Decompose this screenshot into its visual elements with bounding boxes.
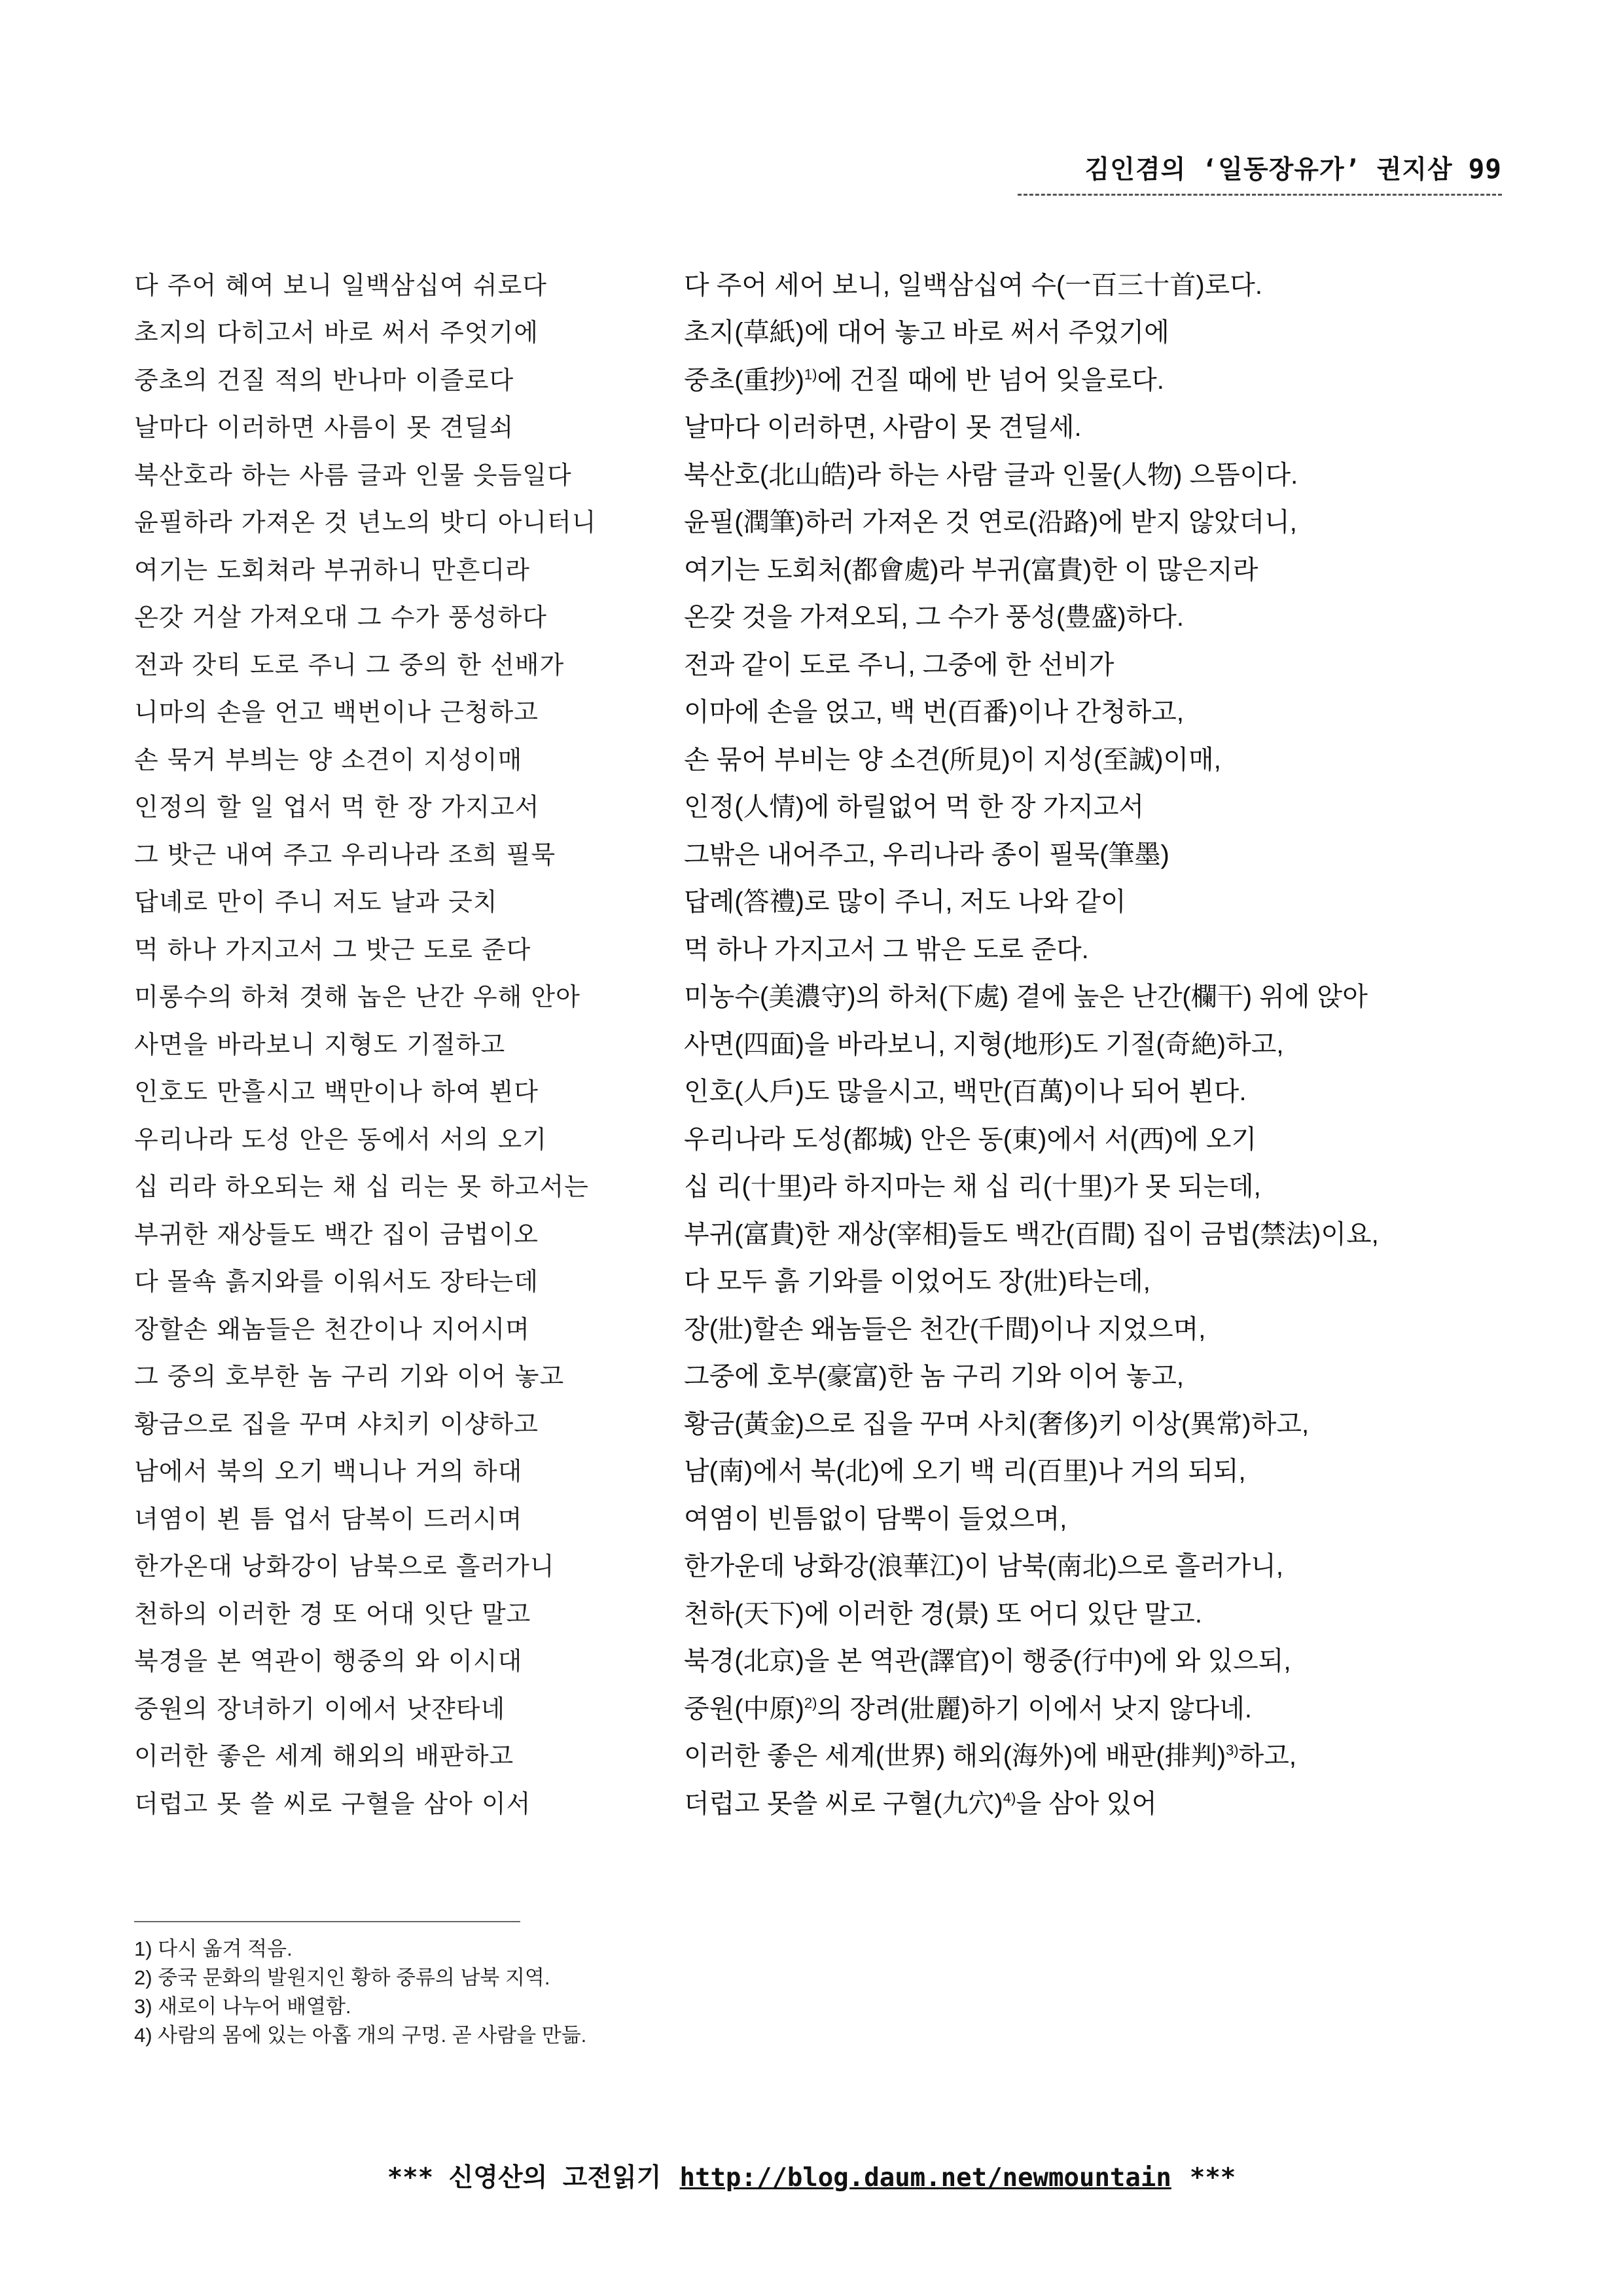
verse-original: 답녜로 만이 주니 저도 날과 긋치 (134, 888, 498, 917)
verse-original: 초지의 다히고서 바로 써서 주엇기에 (134, 318, 539, 348)
verse-row (134, 1541, 1508, 1588)
verse-row (134, 1398, 1508, 1446)
verse-row (134, 1018, 1508, 1066)
verse-modern (684, 1308, 1508, 1346)
verse-modern (684, 406, 1508, 444)
verse-original: 부귀한 재상들도 백간 집이 금법이오 (134, 1219, 539, 1249)
verse-original: 여기는 도회쳐라 부귀하니 만흔디라 (134, 555, 530, 584)
verse-modern-text: 전과 같이 도로 주니, 그중에 한 선비가 (684, 650, 1115, 679)
verse-modern-text: 천하(天下)에 이러한 경(景) 또 어디 있단 말고. (684, 1599, 1203, 1628)
verse-modern-text: 황금(黃金)으로 집을 꾸며 사치(奢侈)키 이상(異常)하고, (684, 1409, 1310, 1439)
verse-original: 인정의 할 일 업서 먹 한 장 가지고서 (134, 793, 540, 822)
footer-label: *** 신영산의 고전읽기 (387, 2163, 662, 2193)
verse-modern (684, 1783, 1508, 1820)
verse-modern-text: 더럽고 못쓸 씨로 구혈(九穴) (684, 1789, 1003, 1818)
verse-original: 천하의 이러한 경 또 어대 잇단 말고 (134, 1599, 531, 1628)
footnote-marker: 4) (1003, 1789, 1016, 1806)
verse-modern (684, 786, 1508, 823)
verse-modern-text: 십 리(十里)라 하지마는 채 십 리(十里)가 못 되는데, (684, 1172, 1261, 1202)
verse-original: 전과 갓티 도로 주니 그 중의 한 선배가 (134, 650, 565, 679)
verse-modern-text: 온갖 것을 가져오되, 그 수가 풍성(豊盛)하다. (684, 603, 1185, 632)
verse-row (134, 734, 1508, 781)
verse-modern-text: 한가운데 낭화강(浪華江)이 남북(南北)으로 흘러가니, (684, 1552, 1283, 1581)
verse-original: 손 묵거 부븨는 양 소견이 지성이매 (134, 745, 523, 774)
verse-modern (684, 501, 1508, 539)
verse-row (134, 259, 1508, 307)
verse-modern (684, 1640, 1508, 1677)
verse-row (134, 1493, 1508, 1541)
verse-modern-text: 인정(人情)에 하릴없어 먹 한 장 가지고서 (684, 793, 1145, 822)
verse-modern (684, 1450, 1508, 1488)
verse-row (134, 781, 1508, 829)
verse-modern-text: 북산호(北山皓)라 하는 사람 글과 인물(人物) 으뜸이다. (684, 460, 1298, 490)
verse-original: 날마다 이러하면 사름이 못 견딜쇠 (134, 413, 514, 442)
verse-row (134, 876, 1508, 924)
verse-row (134, 971, 1508, 1019)
verse-row (134, 402, 1508, 450)
verse-original: 니마의 손을 언고 백번이나 근청하고 (134, 698, 539, 727)
verse-modern-text: 사면(四面)을 바라보니, 지형(地形)도 기절(奇絶)하고, (684, 1030, 1284, 1059)
verse-modern (684, 1498, 1508, 1535)
verse-modern (684, 359, 1508, 397)
page-number: 99 (1468, 153, 1502, 185)
verse-modern-text: 초지(草紙)에 대어 놓고 바로 써서 주었기에 (684, 318, 1169, 348)
footnote-rule (134, 1921, 520, 1922)
verse-modern (684, 1213, 1508, 1251)
verse-modern (684, 1688, 1508, 1725)
verse-original: 미롱수의 하쳐 겻해 놉은 난간 우해 안아 (134, 982, 580, 1012)
verse-modern-text: 여염이 빈틈없이 담뿍이 들었으며, (684, 1504, 1067, 1534)
verse-modern (684, 1545, 1508, 1583)
verse-original: 중초의 건질 적의 반나마 이즐로다 (134, 365, 514, 395)
verse-modern (684, 1024, 1508, 1061)
verse-original: 녀염이 뵌 틈 업서 담복이 드러시며 (134, 1504, 523, 1534)
verse-modern (684, 454, 1508, 492)
verse-original: 다 몰쇽 흙지와를 이워서도 장타는데 (134, 1267, 539, 1297)
verse-modern-text: 북경(北京)을 본 역관(譯官)이 행중(行中)에 와 있으되, (684, 1647, 1291, 1676)
verse-row (134, 1351, 1508, 1399)
verse-modern-text: 인호(人戶)도 많을시고, 백만(百萬)이나 되어 뵌다. (684, 1077, 1247, 1107)
verse-original: 이러한 좋은 세계 해외의 배판하고 (134, 1742, 514, 1771)
verse-original: 북경을 본 역관이 행중의 와 이시대 (134, 1647, 523, 1676)
verse-modern (684, 976, 1508, 1013)
verse-modern-text: 다 모두 흙 기와를 이었어도 장(壯)타는데, (684, 1267, 1150, 1297)
verse-row (134, 449, 1508, 497)
verse-modern-text: 그중에 호부(豪富)한 놈 구리 기와 이어 놓고, (684, 1362, 1185, 1391)
verse-modern (684, 1593, 1508, 1630)
verse-row (134, 544, 1508, 592)
verse-modern-text-after: 을 삼아 있어 (1016, 1789, 1157, 1818)
verse-row (134, 1161, 1508, 1209)
verse-row (134, 924, 1508, 971)
verse-original: 황금으로 집을 꾸며 샤치키 이샹하고 (134, 1409, 539, 1439)
verse-modern (684, 1071, 1508, 1108)
verse-original: 십 리라 하오되는 채 십 리는 못 하고서는 (134, 1172, 589, 1202)
verse-table (134, 259, 1508, 1825)
verse-row (134, 592, 1508, 639)
verse-modern-text: 다 주어 세어 보니, 일백삼십여 수(一百三十首)로다. (684, 270, 1263, 300)
verse-row (134, 1066, 1508, 1114)
verse-modern-text: 여기는 도회처(都會處)라 부귀(富貴)한 이 많은지라 (684, 555, 1258, 584)
header-title: 김인겸의 ‘일동장유가’ 권지삼 (1084, 155, 1453, 185)
verse-row (134, 1636, 1508, 1683)
footnote-item: 3) 새로이 나누어 배열함. (134, 1995, 351, 2018)
verse-original: 북산호라 하는 사름 글과 인물 읏듬일다 (134, 460, 572, 490)
verse-row (134, 1588, 1508, 1636)
verse-row (134, 307, 1508, 355)
verse-modern-text: 미농수(美濃守)의 하처(下處) 곁에 높은 난간(欄干) 위에 앉아 (684, 982, 1368, 1012)
verse-modern (684, 312, 1508, 349)
verse-original: 사면을 바라보니 지형도 기절하고 (134, 1030, 506, 1059)
verse-row (134, 1683, 1508, 1731)
verse-row (134, 687, 1508, 734)
footnotes (134, 1935, 586, 2050)
verse-modern-text: 중원(中原) (684, 1694, 804, 1723)
verse-row (134, 1113, 1508, 1161)
verse-modern-text: 이러한 좋은 세계(世界) 해외(海外)에 배판(排判) (684, 1742, 1226, 1771)
verse-row (134, 829, 1508, 876)
verse-row (134, 1731, 1508, 1778)
verse-modern (684, 739, 1508, 776)
verse-modern-text-after: 의 장려(壯麗)하기 이에서 낫지 않다네. (817, 1694, 1253, 1723)
verse-modern (684, 1735, 1508, 1772)
verse-original: 남에서 북의 오기 백니나 거의 하대 (134, 1457, 523, 1486)
verse-row (134, 497, 1508, 545)
verse-modern (684, 644, 1508, 681)
verse-modern (684, 1355, 1508, 1393)
verse-modern-text: 그밖은 내어주고, 우리나라 종이 필묵(筆墨) (684, 840, 1169, 869)
verse-modern-text: 부귀(富貴)한 재상(宰相)들도 백간(百間) 집이 금법(禁法)이요, (684, 1219, 1379, 1249)
verse-original: 먹 하나 가지고서 그 밧근 도로 준다 (134, 935, 531, 964)
verse-original: 다 주어 혜여 보니 일백삼십여 쉬로다 (134, 270, 548, 300)
verse-row (134, 639, 1508, 687)
verse-original: 인호도 만흘시고 백만이나 하여 뵌다 (134, 1077, 539, 1107)
verse-modern-text: 중초(重抄) (684, 365, 804, 395)
verse-modern (684, 834, 1508, 871)
verse-modern (684, 929, 1508, 966)
footnote-item: 1) 다시 옮겨 적음. (134, 1937, 293, 1960)
footnote-marker: 3) (1226, 1742, 1239, 1759)
verse-row (134, 354, 1508, 402)
verse-row (134, 1446, 1508, 1494)
page-footer (0, 2157, 1623, 2194)
verse-row (134, 1208, 1508, 1256)
verse-modern (684, 264, 1508, 302)
verse-modern-text-after: 에 건질 때에 반 넘어 잊을로다. (817, 365, 1164, 395)
verse-original: 윤필하라 가져온 것 년노의 밧디 아니터니 (134, 508, 597, 537)
footnote-item: 2) 중국 문화의 발원지인 황하 중류의 남북 지역. (134, 1966, 550, 1989)
header-rule (1018, 194, 1502, 196)
verse-row (134, 1778, 1508, 1825)
verse-modern (684, 691, 1508, 728)
verse-modern-text: 날마다 이러하면, 사람이 못 견딜세. (684, 413, 1082, 442)
verse-modern-text: 먹 하나 가지고서 그 밖은 도로 준다. (684, 935, 1089, 964)
blog-link[interactable]: http://blog.daum.net/newmountain (679, 2163, 1171, 2193)
verse-modern (684, 881, 1508, 918)
verse-modern (684, 549, 1508, 586)
verse-modern-text-after: 하고, (1238, 1742, 1297, 1771)
verse-original: 중원의 장녀하기 이에서 낫쟌타네 (134, 1694, 506, 1723)
verse-original: 한가온대 낭화강이 남북으로 흘러가니 (134, 1552, 555, 1581)
verse-original: 장할손 왜놈들은 천간이나 지어시며 (134, 1314, 530, 1344)
verse-modern-text: 손 묶어 부비는 양 소견(所見)이 지성(至誠)이매, (684, 745, 1221, 774)
running-header (1085, 149, 1502, 186)
footnote-marker: 1) (804, 366, 817, 383)
verse-modern (684, 1403, 1508, 1441)
verse-original: 온갓 거살 가져오대 그 수가 풍성하다 (134, 603, 548, 632)
verse-modern (684, 596, 1508, 634)
verse-original: 더럽고 못 쓸 씨로 구혈을 삼아 이서 (134, 1789, 531, 1818)
verse-modern-text: 우리나라 도성(都城) 안은 동(東)에서 서(西)에 오기 (684, 1124, 1257, 1154)
verse-row (134, 1303, 1508, 1351)
verse-modern-text: 답례(答禮)로 많이 주니, 저도 나와 같이 (684, 888, 1126, 917)
footer-stars: *** (1189, 2163, 1236, 2193)
verse-modern-text: 윤필(潤筆)하러 가져온 것 연로(沿路)에 받지 않았더니, (684, 508, 1297, 537)
verse-row (134, 1256, 1508, 1304)
verse-modern-text: 장(壯)할손 왜놈들은 천간(千間)이나 지었으며, (684, 1314, 1206, 1344)
verse-modern (684, 1119, 1508, 1156)
verse-original: 그 밧근 내여 주고 우리나라 조희 필묵 (134, 840, 556, 869)
verse-original: 그 중의 호부한 놈 구리 기와 이어 놓고 (134, 1362, 565, 1391)
verse-modern-text: 이마에 손을 얹고, 백 번(百番)이나 간청하고, (684, 698, 1185, 727)
footnote-item: 4) 사람의 몸에 있는 아홉 개의 구멍. 곧 사람을 만듦. (134, 2024, 587, 2047)
verse-modern (684, 1166, 1508, 1203)
verse-modern (684, 1261, 1508, 1298)
verse-original: 우리나라 도성 안은 동에서 서의 오기 (134, 1124, 548, 1154)
verse-modern-text: 남(南)에서 북(北)에 오기 백 리(百里)나 거의 되되, (684, 1457, 1246, 1486)
footnote-marker: 2) (804, 1695, 817, 1712)
